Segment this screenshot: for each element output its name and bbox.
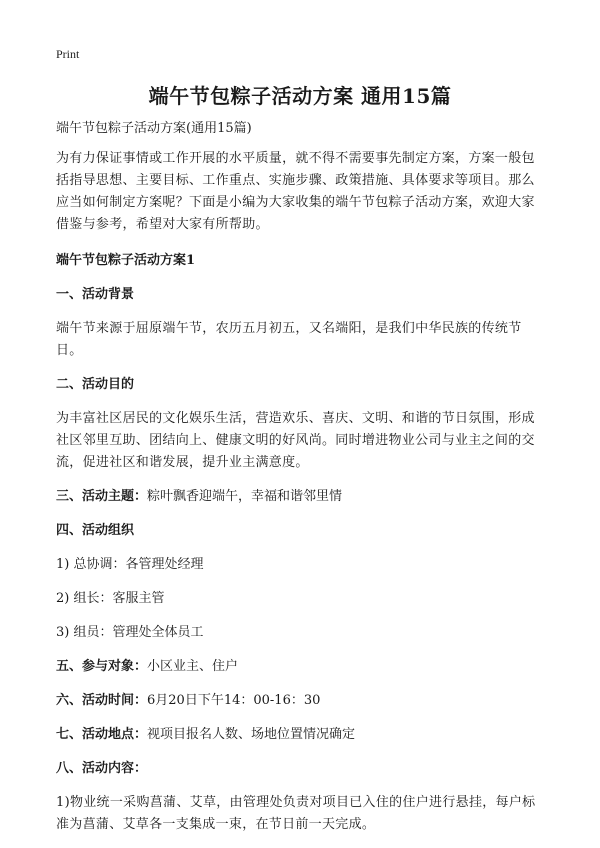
participants-line — [56, 656, 548, 678]
location-label: 七、活动地点： — [56, 727, 148, 742]
background-paragraph: 端午节来源于屈原端午节，农历五月初五，又名端阳，是我们中华民族的传统节日。 — [56, 321, 522, 358]
time-line — [56, 690, 548, 712]
intro-paragraph: 为有力保证事情或工作开展的水平质量，就不得不需要事先制定方案，方案一般包括指导思想、主要目标、工作重点、实施步骤、政策措施、具体要求等项目。那么应当如何制定方案呢？下面是小编为大家收集的端午节包粽子活动方案，欢迎大家借鉴与参考，希望对大家有所帮助。 — [56, 151, 535, 232]
heading-organization: 四、活动组织 — [56, 523, 135, 538]
document-title: 端午节包粽子活动方案 通用15篇 — [148, 84, 452, 108]
print-label[interactable]: Print — [56, 47, 80, 61]
heading-content: 八、活动内容： — [56, 761, 148, 776]
location-value: 视项目报名人数、场地位置情况确定 — [147, 727, 356, 742]
time-label: 六、活动时间： — [56, 693, 148, 708]
document-subtitle: 端午节包粽子活动方案(通用15篇) — [56, 121, 252, 136]
participants-label: 五、参与对象： — [56, 659, 148, 674]
section-title: 端午节包粽子活动方案1 — [56, 253, 196, 268]
time-value: 6月20日下午14：00-16：30 — [147, 693, 321, 708]
purpose-paragraph: 为丰富社区居民的文化娱乐生活，营造欢乐、喜庆、文明、和谐的节日氛围，形成社区邻里互助、团结向上、健康文明的好风尚。同时增进物业公司与业主之间的交流，促进社区和谐发展，提升业主满意度。 — [56, 411, 535, 470]
content-paragraph: 1)物业统一采购菖蒲、艾草，由管理处负责对项目已入住的住户进行悬挂，每户标准为菖蒲、艾草各一支集成一束，在节日前一天完成。 — [56, 795, 536, 832]
theme-line — [56, 486, 548, 508]
theme-label: 三、活动主题： — [56, 489, 148, 504]
heading-purpose: 二、活动目的 — [56, 377, 135, 392]
organization-item: 1) 总协调：各管理处经理 — [56, 557, 204, 572]
participants-value: 小区业主、住户 — [147, 659, 239, 674]
organization-item: 2) 组长：客服主管 — [56, 591, 165, 606]
heading-background: 一、活动背景 — [56, 287, 135, 302]
location-line — [56, 724, 548, 746]
theme-value: 粽叶飘香迎端午，幸福和谐邻里情 — [147, 489, 343, 504]
organization-item: 3) 组员：管理处全体员工 — [56, 625, 204, 640]
document-body — [56, 118, 548, 848]
